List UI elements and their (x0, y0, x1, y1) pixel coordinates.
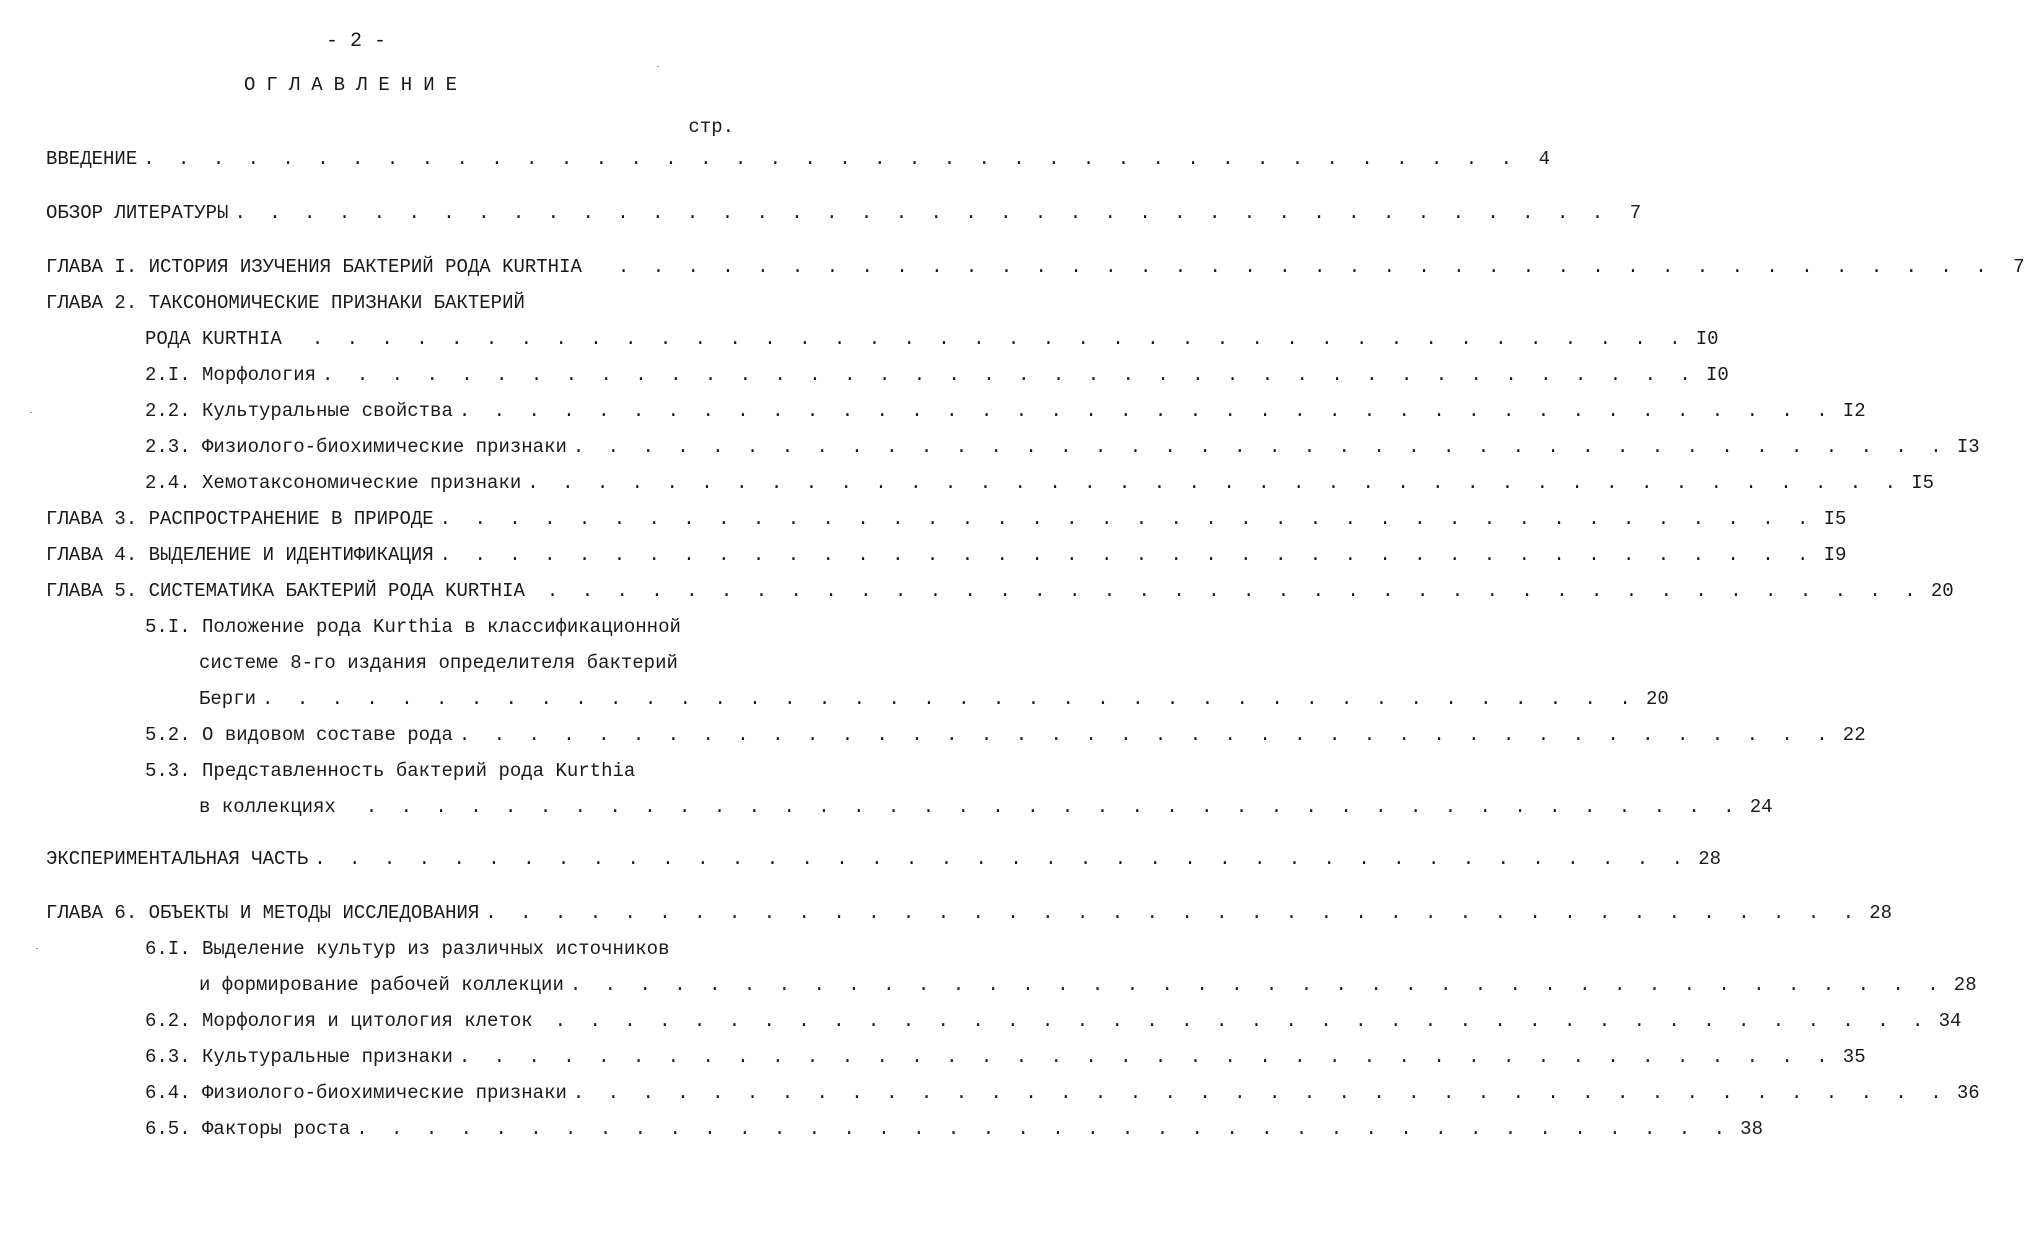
toc-entry-page: 34 (1938, 1010, 1962, 1032)
toc-entry-6-1: 6.I. Выделение культур из различных источников (145, 938, 670, 960)
dot-leader: . . . . . . . . . . . . . . . . . . . . . . . . . . . . . . . . . . . . . . . . (314, 848, 1689, 870)
dot-leader: . . . . . . . . . . . . . . . . . . . . . . . . . . . . . . . . . . . . . . . . (262, 688, 1637, 710)
toc-entry-page: 38 (1740, 1118, 1763, 1140)
toc-entry-text: 2.3. Физиолого-биохимические признаки (145, 436, 567, 458)
toc-entry-experimental (46, 848, 1721, 874)
toc-entry-page: 20 (1645, 688, 1669, 710)
scan-speck (30, 412, 32, 413)
toc-entry-chapter-1 (46, 256, 2025, 282)
toc-entry-text: 2.2. Культуральные свойства (145, 400, 453, 422)
toc-entry-page: 28 (1953, 974, 1977, 996)
toc-entry-page: 7 (2013, 256, 2025, 278)
toc-entry-5-1-line-3 (199, 688, 1669, 714)
toc-entry-page: I2 (1842, 400, 1866, 422)
toc-entry-text: и формирование рабочей коллекции (199, 974, 564, 996)
dot-leader: . . . . . . . . . . . . . . . . . . . . . . . . . . . . . . . . . . . . . . . . (234, 202, 1610, 224)
toc-entry-5-3: 5.3. Представленность бактерий рода Kurthia (145, 760, 636, 782)
toc-entry-text: в коллекциях (199, 796, 336, 818)
toc-entry-page: 24 (1749, 796, 1773, 818)
toc-entry-text: ГЛАВА 5. СИСТЕМАТИКА БАКТЕРИЙ РОДА KURTHIA (46, 580, 525, 602)
toc-entry-chapter-2: ГЛАВА 2. ТАКСОНОМИЧЕСКИЕ ПРИЗНАКИ БАКТЕРИЙ (46, 292, 525, 314)
scan-speck (657, 66, 659, 67)
toc-entry-text: РОДА KURTHIA (145, 328, 282, 350)
dot-leader: . . . . . . . . . . . . . . . . . . . . . . . . . . . . . . . . . . . . . . . . (458, 1046, 1834, 1068)
toc-entry-5-1: 5.I. Положение рода Kurthia в классификационной (145, 616, 681, 638)
toc-entry-text: ОБЗОР ЛИТЕРАТУРЫ (46, 202, 229, 224)
toc-entry-introduction (46, 148, 1550, 174)
dot-leader: . . . . . . . . . . . . . . . . . . . . . . . . . . . . . . . . . . . . . . . . (439, 508, 1815, 530)
toc-entry-text: ЭКСПЕРИМЕНТАЛЬНАЯ ЧАСТЬ (46, 848, 309, 870)
page-column-label: стр. (688, 116, 734, 138)
dot-leader: . . . . . . . . . . . . . . . . . . . . . . . . . . . . . . . . . . . . . . . . (458, 724, 1834, 746)
toc-entry-6-5 (145, 1118, 1763, 1144)
dot-leader: . . . . . . . . . . . . . . . . . . . . . . . . . . . . . . . . . . . . . . . . (485, 902, 1861, 924)
toc-entry-page: 22 (1842, 724, 1866, 746)
toc-entry-text: 2.I. Морфология (145, 364, 317, 386)
toc-entry-page: I5 (1823, 508, 1847, 530)
toc-entry-text: ГЛАВА I. ИСТОРИЯ ИЗУЧЕНИЯ БАКТЕРИЙ РОДА KURTHIA (46, 256, 582, 278)
dot-leader: . . . . . . . . . . . . . . . . . . . . . . . . . . . . . . . . . . . . . . . . (365, 796, 1741, 818)
toc-entry-text: 2.4. Хемотаксономические признаки (145, 472, 522, 494)
toc-entry-5-2 (145, 724, 1866, 750)
toc-entry-2-1 (145, 364, 1729, 390)
toc-entry-5-3-line-2 (199, 796, 1773, 822)
dot-leader: . . . . . . . . . . . . . . . . . . . . . . . . . . . . . . . . . . . . . . . . (527, 472, 1903, 494)
dot-leader: . . . . . . . . . . . . . . . . . . . . . . . . . . . . . . . . . . . . . . . . (572, 1082, 1948, 1104)
toc-entry-6-2 (145, 1010, 1962, 1036)
toc-entry-text: 6.2. Морфология и цитология клеток (145, 1010, 533, 1032)
dot-leader: . . . . . . . . . . . . . . . . . . . . . . . . . . . . . . . . . . . . . . . . (322, 364, 1697, 386)
toc-entry-text: 6.3. Культуральные признаки (145, 1046, 453, 1068)
dot-leader: . . . . . . . . . . . . . . . . . . . . . . . . . . . . . . . . . . . . . . . . (439, 544, 1815, 566)
toc-entry-chapter-3 (46, 508, 1847, 534)
scan-speck (36, 948, 38, 949)
toc-entry-text: ГЛАВА 4. ВЫДЕЛЕНИЕ И ИДЕНТИФИКАЦИЯ (46, 544, 434, 566)
toc-entry-page: 28 (1869, 902, 1893, 924)
toc-entry-text: ВВЕДЕНИЕ (46, 148, 138, 170)
dot-leader: . . . . . . . . . . . . . . . . . . . . . . . . . . . . . . . . . . . . . . . . (458, 400, 1834, 422)
toc-entry-literature-review (46, 202, 1642, 228)
toc-entry-6-1-line-2 (199, 974, 1977, 1000)
toc-entry-chapter-6 (46, 902, 1893, 928)
toc-entry-text: Берги (199, 688, 257, 710)
toc-entry-page: I0 (1695, 328, 1719, 350)
toc-entry-page: 28 (1698, 848, 1721, 870)
toc-entry-2-2 (145, 400, 1866, 426)
dot-leader: . . . . . . . . . . . . . . . . . . . . . . . . . . . . . . . . . . . . . . . . (569, 974, 1945, 996)
toc-entry-2-3 (145, 436, 1980, 462)
dot-leader: . . . . . . . . . . . . . . . . . . . . . . . . . . . . . . . . . . . . . . . . (572, 436, 1948, 458)
toc-entry-text: ГЛАВА 3. РАСПРОСТРАНЕНИЕ В ПРИРОДЕ (46, 508, 434, 530)
page-number: - 2 - (325, 30, 386, 53)
dot-leader: . . . . . . . . . . . . . . . . . . . . . . . . . . . . . . . . . . . . . . . . (311, 328, 1687, 350)
toc-entry-text: 5.2. О видовом составе рода (145, 724, 453, 746)
dot-leader: . . . . . . . . . . . . . . . . . . . . . . . . . . . . . . . . . . . . . . . . (356, 1118, 1731, 1140)
toc-entry-text: ГЛАВА 6. ОБЪЕКТЫ И МЕТОДЫ ИССЛЕДОВАНИЯ (46, 902, 480, 924)
toc-entry-page: 36 (1956, 1082, 1980, 1104)
toc-entry-chapter-4 (46, 544, 1847, 570)
toc-entry-page: 4 (1538, 148, 1550, 170)
toc-entry-chapter-5 (46, 580, 1954, 606)
toc-entry-page: 35 (1842, 1046, 1866, 1068)
toc-entry-6-4 (145, 1082, 1980, 1108)
toc-entry-page: 20 (1930, 580, 1954, 602)
toc-entry-page: I5 (1911, 472, 1935, 494)
toc-entry-page: 7 (1629, 202, 1642, 224)
toc-entry-6-3 (145, 1046, 1866, 1072)
toc-entry-5-1-line-2: системе 8-го издания определителя бактерий (199, 652, 678, 674)
toc-entry-page: I9 (1823, 544, 1847, 566)
dot-leader: . . . . . . . . . . . . . . . . . . . . . . . . . . . . . . . . . . . . . . . . (617, 256, 1993, 278)
toc-entry-text: 6.4. Физиолого-биохимические признаки (145, 1082, 567, 1104)
toc-entry-page: I3 (1956, 436, 1980, 458)
toc-entry-page: I0 (1705, 364, 1729, 386)
toc-entry-chapter-2-cont (145, 328, 1719, 354)
toc-entry-2-4 (145, 472, 1935, 498)
dot-leader: . . . . . . . . . . . . . . . . . . . . . . . . . . . . . . . . . . . . . . . . (554, 1010, 1930, 1032)
dot-leader: . . . . . . . . . . . . . . . . . . . . . . . . . . . . . . . . . . . . . . . . (546, 580, 1922, 602)
dot-leader: . . . . . . . . . . . . . . . . . . . . . . . . . . . . . . . . . . . . . . . . (143, 148, 1518, 170)
toc-entry-text: 6.5. Факторы роста (145, 1118, 351, 1140)
page-title: ОГЛАВЛЕНИЕ (243, 74, 469, 96)
